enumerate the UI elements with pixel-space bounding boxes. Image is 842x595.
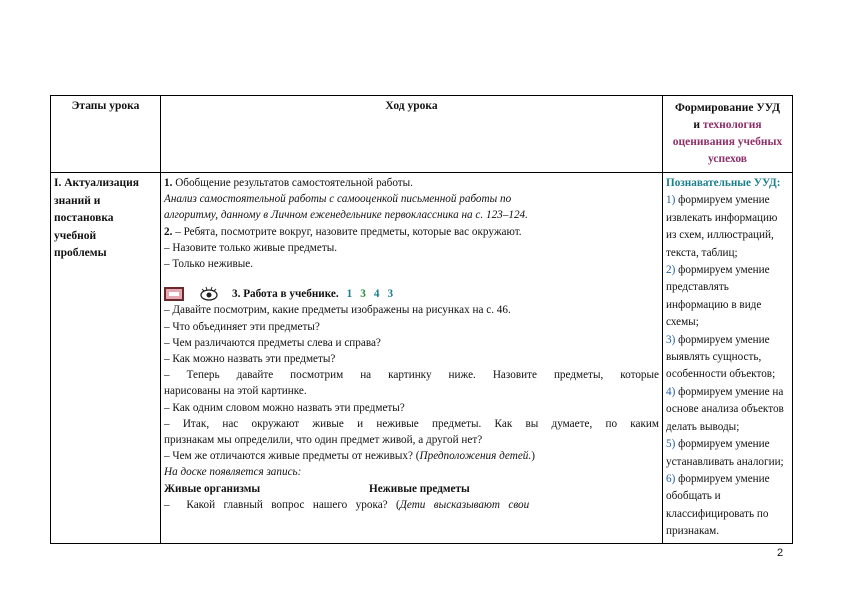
header-uud xyxy=(663,96,793,173)
uud-cell: Познавательные УУД: 1) формируем умение извлекать информацию из схем, иллюстраций, текста, таблиц; 2) формируем умение представлять информацию в виде схемы; 3) формируем умение выявлять сущность, особенности объектов; 4) формируем умение на основе анализа объектов делать выводы; 5) формируем умение устанавливать аналогии; 6) формируем умение обобщать и классифицировать по признакам. xyxy=(663,173,793,544)
step2-line: 2. – Ребята, посмотрите вокруг, назовите предметы, которые вас окружают. xyxy=(164,225,522,238)
header-uud-line4: успехов xyxy=(708,153,747,165)
header-uud-line2: и технология xyxy=(693,119,762,131)
step3-title-line: 3. Работа в учебнике. 1 3 4 3 xyxy=(164,286,659,302)
lesson-question-line: – Какой главный вопрос нашего урока? (Дети высказывают свои xyxy=(164,498,530,511)
table-header-row xyxy=(51,96,793,173)
page-number: 2 xyxy=(777,547,784,559)
course-cell: 1. Обобщение результатов самостоятельной работы. Анализ самостоятельной работы с самооценкой письменной работы по алгоритму, данному в Личном еженедельнике первоклассника на с. 123–124. 2. – Ребята, посмотрите вокруг, назовите предметы, которые вас окружают. – Назовите только живые предметы. – Только неживые. 3. Работа в учебнике. 1 3 4 3 – Давайте посмотрим, какие предметы изображены на рисунках на с. 46. – Что объединяет эти предметы? – Чем различаются предметы слева и справа? – Как можно назвать эти предметы? – Теперь давайте посмотрим на картинку ниже. Назовите предметы, которые нарисованы на этой картинке. – Как одним словом можно назвать эти предметы? – Итак, нас окружают живые и неживые предметы. Как вы думаете, по каким признакам мы определили, что один предмет живой, а другой нет? – Чем же отличаются живые предметы от неживых? (Предположения детей.) На доске появляется запись: Живые организмы Неживые предметы – Какой главный вопрос нашего урока? (Дети высказывают свои xyxy=(161,173,663,544)
header-stages: Этапы урока xyxy=(51,96,161,173)
textbook-icon xyxy=(164,287,184,301)
table-row xyxy=(51,173,793,544)
step1-line: 1. Обобщение результатов самостоятельной работы. xyxy=(164,177,413,189)
eye-icon xyxy=(198,286,220,302)
board-record: Живые организмы Неживые предметы xyxy=(164,482,470,495)
question-line: – Чем же отличаются живые предметы от неживых? (Предположения детей.) xyxy=(164,450,535,463)
stage-cell: I. Актуализация знаний и постановка учебной проблемы xyxy=(51,173,161,544)
header-course: Ход урока xyxy=(161,96,663,173)
header-uud-line3: оценивания учебных xyxy=(672,136,783,148)
header-uud-line1: Формирование УУД xyxy=(675,102,780,114)
lesson-table xyxy=(50,95,793,544)
